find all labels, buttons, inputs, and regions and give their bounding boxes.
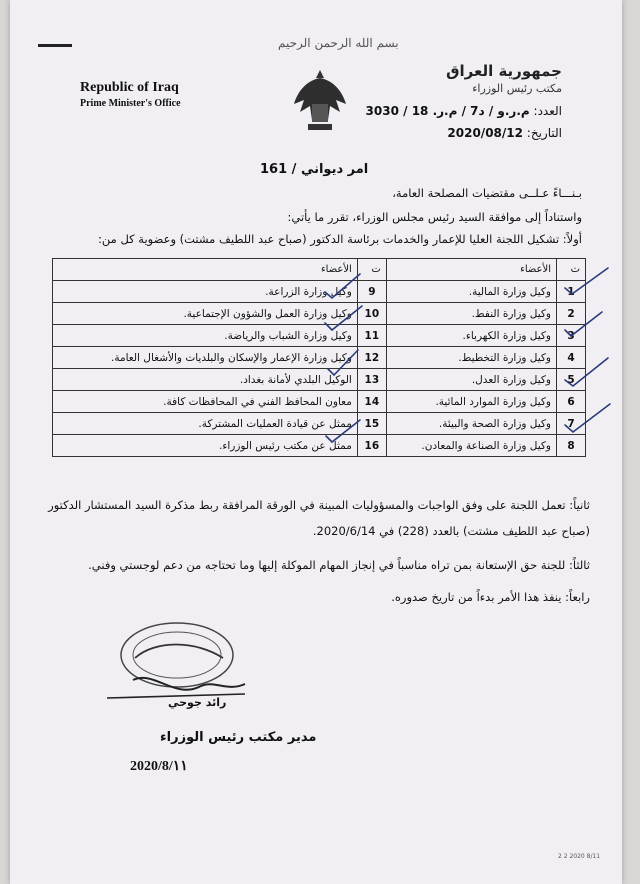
table-row: [53, 325, 586, 347]
country-name-ar: جمهورية العراق: [446, 62, 562, 80]
eagle-emblem-icon: [290, 60, 350, 140]
date-label: التاريخ:: [526, 126, 562, 140]
member-number: 16: [357, 435, 386, 457]
corner-mark: [38, 44, 72, 47]
member-name: وكيل وزارة الكهرباء.: [386, 325, 556, 347]
member-number: 4: [557, 347, 586, 369]
member-name: ممثل عن مكتب رئيس الوزراء.: [53, 435, 358, 457]
document-page: [10, 0, 622, 884]
member-number: 10: [357, 303, 386, 325]
signatory-title: مدير مكتب رئيس الوزراء: [160, 730, 317, 745]
member-number: 5: [557, 369, 586, 391]
member-number: 3: [557, 325, 586, 347]
member-name: الوكيل البلدي لأمانة بغداد.: [53, 369, 358, 391]
office-name-en: Prime Minister's Office: [80, 98, 181, 109]
table-row: [53, 347, 586, 369]
order-title: امر ديواني / 161: [260, 162, 369, 177]
clause-third: ثالثاً: للجنة حق الإستعانة بمن تراه مناسباً في إنجاز المهام الموكلة إليها وما تحتاجه من دعم لوجستي وفني.: [88, 558, 590, 572]
col-header-num-left: ت: [357, 259, 386, 281]
clause-fourth: رابعاً: ينفذ هذا الأمر بدءاً من تاريخ صدوره.: [391, 590, 590, 604]
reference-label: العدد:: [533, 104, 562, 118]
member-number: 14: [357, 391, 386, 413]
member-number: 1: [557, 281, 586, 303]
intro-line-2: واستناداً إلى موافقة السيد رئيس مجلس الوزراء، تقرر ما يأتي:: [287, 210, 582, 224]
table-header-row: [53, 259, 586, 281]
member-name: وكيل وزارة الصحة والبيئة.: [386, 413, 556, 435]
member-number: 6: [557, 391, 586, 413]
member-number: 12: [357, 347, 386, 369]
member-number: 2: [557, 303, 586, 325]
print-stamp: 2 2 2020 8/11: [558, 853, 601, 860]
signature-date: 2020/8/١١: [130, 759, 188, 774]
member-number: 15: [357, 413, 386, 435]
member-name: وكيل وزارة الموارد المائية.: [386, 391, 556, 413]
members-table: [52, 258, 586, 457]
table-row: [53, 435, 586, 457]
table-row: [53, 369, 586, 391]
signatory-name: رائد جوحي: [168, 696, 227, 709]
member-name: ممثل عن قيادة العمليات المشتركة.: [53, 413, 358, 435]
member-number: 8: [557, 435, 586, 457]
arabic-letterhead: [446, 62, 562, 95]
member-number: 9: [357, 281, 386, 303]
document-meta: [366, 104, 562, 148]
col-header-members-right: الأعضاء: [386, 259, 556, 281]
member-name: وكيل وزارة المالية.: [386, 281, 556, 303]
clause-first: أولاً: تشكيل اللجنة العليا للإعمار والخدمات برئاسة الدكتور (صباح عبد اللطيف مشتت) وعضوية كل من:: [98, 232, 582, 246]
member-number: 11: [357, 325, 386, 347]
date-value: 2020/08/12: [447, 126, 523, 140]
col-header-members-left: الأعضاء: [53, 259, 358, 281]
member-name: وكيل وزارة النفط.: [386, 303, 556, 325]
member-name: وكيل وزارة العدل.: [386, 369, 556, 391]
english-letterhead: [80, 80, 181, 109]
clause-second-line-1: ثانياً: تعمل اللجنة على وفق الواجبات والمسؤوليات المبينة في الورقة المرافقة ربط مذكرة السيد المستشار الدكتور: [48, 498, 590, 512]
country-name-en: Republic of Iraq: [80, 80, 179, 95]
member-name: معاون المحافظ الفني في المحافظات كافة.: [53, 391, 358, 413]
table-row: [53, 281, 586, 303]
member-number: 13: [357, 369, 386, 391]
table-row: [53, 391, 586, 413]
clause-second-line-2: (صباح عبد اللطيف مشتت) بالعدد (228) في 2020/6/14.: [312, 524, 590, 538]
office-name-ar: مكتب رئيس الوزراء: [472, 82, 562, 95]
col-header-num-right: ت: [557, 259, 586, 281]
member-name: وكيل وزارة الإعمار والإسكان والبلديات والأشغال العامة.: [53, 347, 358, 369]
member-name: وكيل وزارة الزراعة.: [53, 281, 358, 303]
intro-line-1: بـنـــاءً عـلــى مقتضيات المصلحة العامة،: [392, 186, 582, 200]
member-name: وكيل وزارة الصناعة والمعادن.: [386, 435, 556, 457]
table-row: [53, 413, 586, 435]
basmala-calligraphy: بسم الله الرحمن الرحيم: [278, 36, 399, 50]
reference-value: م.ر.و / د7 / م.ر. 18 / 3030: [365, 104, 530, 118]
reference-number: [366, 104, 562, 118]
member-name: وكيل وزارة الشباب والرياضة.: [53, 325, 358, 347]
table-row: [53, 303, 586, 325]
member-name: وكيل وزارة التخطيط.: [386, 347, 556, 369]
member-number: 7: [557, 413, 586, 435]
issue-date: [366, 126, 562, 140]
member-name: وكيل وزارة العمل والشؤون الإجتماعية.: [53, 303, 358, 325]
